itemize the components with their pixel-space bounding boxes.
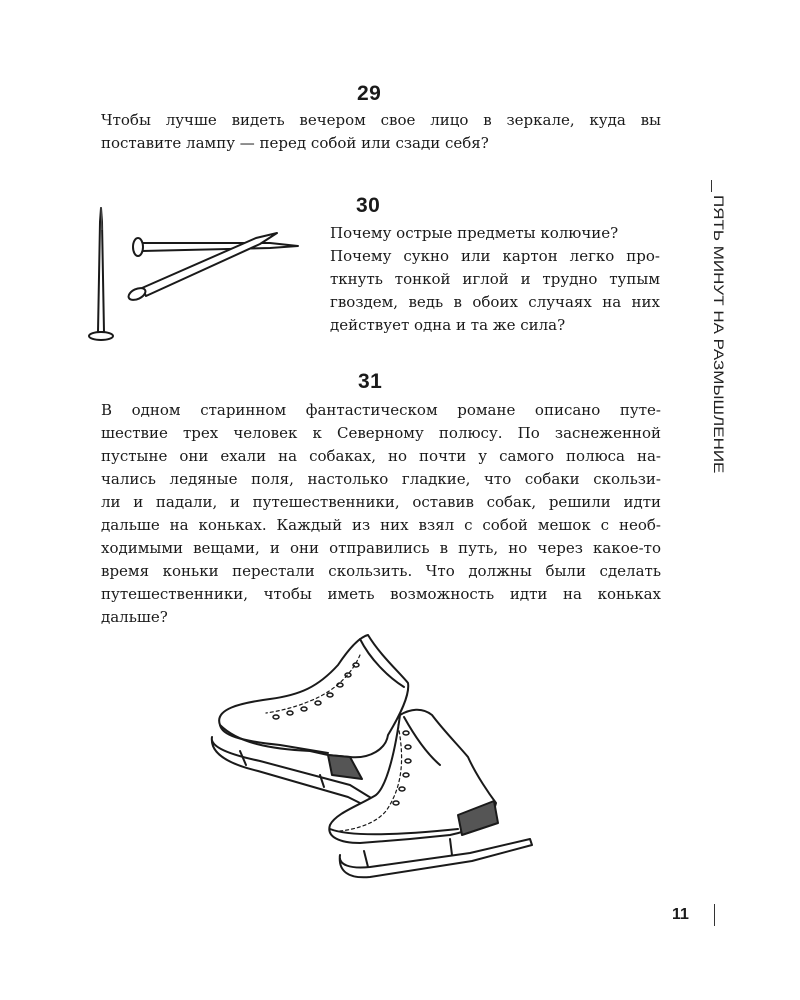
text-line: Почему сукно или картон легко про-: [330, 247, 660, 265]
page-number: 11: [672, 906, 689, 923]
text-line: гвоздем, ведь в обоих случаях на них: [330, 293, 660, 311]
nails-illustration: [80, 200, 310, 350]
problem-30-number: 30: [356, 194, 381, 217]
text-line: Чтобы лучше видеть вечером свое лицо в зеркале, куда вы: [101, 111, 661, 129]
text-line: путешественники, чтобы иметь возможность идти на коньках: [101, 585, 661, 603]
problem-31-number: 31: [358, 370, 383, 393]
text-line: ткнуть тонкой иглой и трудно тупым: [330, 270, 660, 288]
text-line: шествие трех человек к Северному полюсу. По заснеженной: [101, 424, 661, 442]
problem-30-text: [330, 222, 660, 337]
problem-29-number: 29: [357, 82, 382, 105]
text-line: чались ледяные поля, настолько гладкие, что собаки скользи-: [101, 470, 661, 488]
text-line: ли и падали, и путешественники, оставив собак, решили идти: [101, 493, 661, 511]
page-number-rule: [714, 904, 715, 926]
text-line: действует одна и та же сила?: [330, 316, 566, 334]
text-line: дальше на коньках. Каждый из них взял с собой мешок с необ-: [101, 516, 661, 534]
text-line: поставите лампу — перед собой или сзади себя?: [101, 134, 489, 152]
side-title-rule-top: [711, 180, 712, 192]
side-running-title: ПЯТЬ МИНУТ НА РАЗМЫШЛЕНИЕ: [710, 195, 727, 474]
text-line: ходимыми вещами, и они отправились в путь, но через какое-то: [101, 539, 661, 557]
text-line: пустыне они ехали на собаках, но почти у самого полюса на-: [101, 447, 661, 465]
text-line: В одном старинном фантастическом романе описано путе-: [101, 401, 661, 419]
text-line: время коньки перестали скользить. Что должны были сделать: [101, 562, 661, 580]
text-line: Почему острые предметы колючие?: [330, 224, 619, 242]
problem-29-text: [101, 109, 661, 155]
problem-31-text: [101, 399, 661, 629]
ice-skates-illustration: [200, 625, 540, 890]
text-line: дальше?: [101, 608, 168, 626]
